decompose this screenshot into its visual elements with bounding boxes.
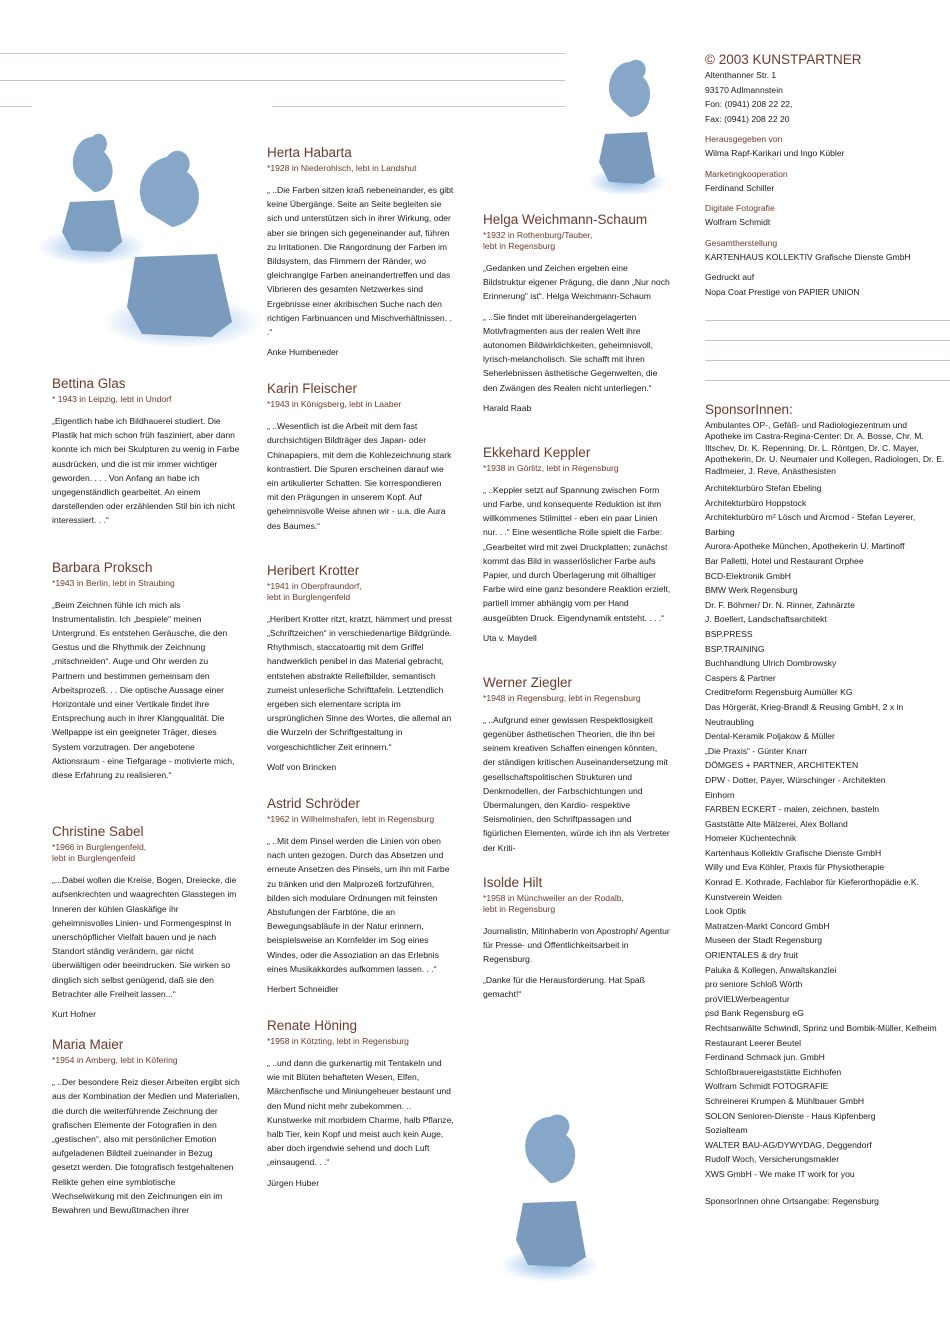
sponsor-item: Willy und Eva Köhler, Praxis für Physiotherapie <box>705 862 885 873</box>
sponsor-item: Architekturbüro m² Lösch und Arcmod - Stefan Leyerer, Barbing <box>705 512 916 537</box>
artist-entry <box>483 675 671 855</box>
sponsor-item: Look Optik <box>705 906 747 917</box>
imprint-label: Herausgegeben von <box>705 134 783 144</box>
sculpture-photo-bird-top <box>585 52 670 194</box>
rule-line <box>705 320 950 321</box>
sponsor-item: Homeier Küchentechnik <box>705 833 797 844</box>
imprint-address-line: Altenthanner Str. 1 <box>705 70 777 80</box>
sponsor-item: Das Hörgerät, Krieg-Brandl & Reusing GmbH, 2 x in Neutraubling <box>705 701 904 727</box>
sponsor-item: proVIELWerbeagentur <box>705 993 790 1004</box>
artist-bio: *1948 in Regensburg, lebt in Regensburg <box>483 692 641 703</box>
sponsor-item: Schreinerei Krumpen & Mühlbauer GmbH <box>705 1095 865 1106</box>
sponsor-item: SOLON Senioren-Dienste - Haus Kipfenberg <box>705 1110 876 1121</box>
sponsor-item: DPW - Dotter, Payer, Würschinger - Architekten <box>705 774 886 785</box>
sponsor-item: Buchhandlung Ulrich Dombrowsky <box>705 658 837 669</box>
sponsor-item: Dr. F. Böhmer/ Dr. N. Rinner, Zahnärzte <box>705 599 855 610</box>
sponsor-item: Paluka & Kollegen, Anwaltskanzlei <box>705 964 837 975</box>
artist-entry <box>267 796 455 996</box>
artist-quote: „ ..Mit dem Pinsel werden die Linien von oben nach unten gezogen. Durch das Absetzen und erneute Ansetzen des Pinsels, um ihn mit Farbe zu tränken und den Malprozeß fortzuführen, bilden sich modulare Ordnungen mit feinsten Abstufungen der Farbtöne, die an Bewegungsabläufe in der Natur erinnern, beispielsweise an Kornfelder im Sog eines Windes, oder die Assoziation an das Erlebnis eines Musikakkordes aufkommen lassen. . .“ <box>267 835 450 974</box>
sponsor-item: Restaurant Leerer Beutel <box>705 1037 802 1048</box>
artist-name: Bettina Glas <box>52 376 126 391</box>
artist-quote: „Eigentlich habe ich Bildhauerei studiert. Die Plastik hat mich schon früh fasziniert, aber dann konnte ich mich bei Skulpturen zu wenig in Farbe ausdrücken, und die ist mir immer wichtiger geworden. . . . Von Anfang an habe ich ungegenständlich gearbeitet. An einem darstellenden oder erzählenden Stil bin ich nicht interessiert. . .“ <box>52 416 240 526</box>
sponsor-item: Kartenhaus Kollektiv Grafische Dienste GmbH <box>705 847 882 858</box>
artist-quote: „Beim Zeichnen fühle ich mich als Instrumentalistin. Ich „bespiele“ meinen Untergrund. Es entstehen Geräusche, die den Gestus und die Rhythmik der Zeichnung „mitschneiden“. Auge und Ohr werden zu Partnern und bestimmen gemeinsam den Arbeitsprozeß. . . Die optische Aussage einer Horizontale und einer Vertikale findet ihre Entsprechung auch in ihrer Klangqualität. Die Wellpappe ist ein geeigneter Träger, dieses System vorzutragen. Der angebotene Aktionsraum - eine Tiefgarage - motivierte mich, diese Erfahrung zu realisieren.“ <box>52 599 235 781</box>
quote-author: Kurt Hofner <box>52 1009 96 1020</box>
sponsor-item: Museen der Stadt Regensburg <box>705 935 823 946</box>
sponsor-list <box>705 420 945 1182</box>
rule-line <box>705 380 950 381</box>
imprint-value: Wilma Rapf-Karikari und Ingo Kübler <box>705 148 845 158</box>
sponsors-footnote: SponsorInnen ohne Ortsangabe: Regensburg <box>705 1195 879 1206</box>
artist-bio: *1938 in Görlitz, lebt in Regensburg <box>483 462 619 473</box>
imprint-label: Digitale Fotografie <box>705 203 775 213</box>
artist-bio: *1928 in Niederohlsch, lebt in Landshut <box>267 163 417 173</box>
artist-bio: *1932 in Rothenburg/Tauber, lebt in Regensburg <box>483 230 593 251</box>
sponsor-item: BSP.PRESS <box>705 628 753 639</box>
artist-entry <box>267 1018 455 1190</box>
artist-bio: * 1943 in Leipzig, lebt in Undorf <box>52 394 172 404</box>
artist-name: Karin Fleischer <box>267 381 358 397</box>
sponsors <box>705 402 945 1208</box>
imprint-title: © 2003 KUNSTPARTNER <box>705 52 862 67</box>
quote-author: Wolf von Brincken <box>267 761 337 772</box>
imprint-address-line: 93170 Adlmannstein <box>705 84 783 95</box>
artist-name: Renate Höning <box>267 1017 358 1033</box>
sponsor-item: Rudolf Woch, Versicherungsmakler <box>705 1154 840 1165</box>
artist-name: Astrid Schröder <box>267 795 361 811</box>
sponsor-item: XWS GmbH - We make IT work for you <box>705 1168 855 1179</box>
sponsor-item: Matratzen-Markt Concord GmbH <box>705 920 830 931</box>
artist-quote: „Danke für die Herausforderung. Hat Spaß gemacht!“ <box>483 974 645 999</box>
sponsor-item: WALTER BAU-AG/DYWYDAG, Deggendorf <box>705 1139 872 1150</box>
artist-name: Werner Ziegler <box>483 674 573 690</box>
sponsor-item: Architekturbüro Stefan Ebeling <box>705 483 822 494</box>
artist-quote: Journalistin, Mitinhaberin von Apostroph/ Agentur für Presse- und Öffentlichkeitsarbeit in Regensburg. <box>483 925 670 965</box>
rule-line <box>0 80 565 81</box>
artist-bio: *1954 in Amberg, lebt in Köfering <box>52 1055 178 1066</box>
sculpture-photo-bird-bottom <box>498 1105 603 1283</box>
sponsor-item: „Die Praxis“ - Günter Knarr <box>705 745 808 756</box>
sponsor-item: Kunstverein Weiden <box>705 891 782 902</box>
artist-entry <box>52 824 240 1021</box>
artist-bio: *1941 in Oberpfraundorf, lebt in Burglengenfeld <box>267 580 362 602</box>
imprint-phone: Fon: (0941) 208 22 22, <box>705 99 793 109</box>
artist-name: Herta Habarta <box>267 145 352 160</box>
artist-column-3 <box>483 212 671 1019</box>
artist-bio: *1958 in Kötzting, lebt in Regensburg <box>267 1035 409 1046</box>
artist-quote: „ ..Sie findet mit übereinandergelagerten Motivfragmenten aus der realen Welt ihre autonomen Bildwirklichkeiten, geheimnisvoll, lyrisch-melancholisch. Sie schafft mit ihren Seherlebnissen ästhetische Gegenwelten, die den Zwängen des Realen nicht unterliegen.“ <box>483 311 658 393</box>
artist-name: Heribert Krotter <box>267 562 360 578</box>
sponsor-item: Ambulantes OP-, Gefäß- und Radiologiezentrum und Apotheke im Castra-Regina-Center: Dr. A. Bosse, Chr. M. Iltschev, Dr. K. Repenning, Dr. L. Röntgen, Dr. C. Mayer, Apothekerin, Dr. U. Neumaier und Kollegen, Radiologen, Dr. E. Radlmeier, J. Reve, Anästhesisten <box>705 420 945 476</box>
artist-entry <box>267 563 455 774</box>
imprint-label: Gesamtherstellung <box>705 237 778 248</box>
artist-entry <box>483 212 671 415</box>
artist-bio: *1943 in Königsberg, lebt in Laaber <box>267 399 402 410</box>
quote-author: Herbert Schneidler <box>267 983 339 994</box>
artist-column-1 <box>52 376 240 1235</box>
artist-name: Ekkehard Keppler <box>483 444 591 460</box>
artist-quote: „ ..Der besondere Reiz dieser Arbeiten ergibt sich aus der Kombination der Medien und Materialien, die durch die weiterführende Zeichnung der grafischen Elemente der Fotografien in den „gestischen“, also mit persönlicher Emotion aufgeladenen Bildteil zueinander in Bezug gesetzt werden. Die fotografisch festgehaltenen Relikte gehen eine symbiotische Wechselwirkung mit den Zeichnungen ein im Bewahren und Bewußtmachen ihrer <box>52 1077 240 1215</box>
artist-name: Barbara Proksch <box>52 559 153 575</box>
sponsor-item: Bar Palletti, Hotel und Restaurant Orphee <box>705 556 864 566</box>
artist-quote: „ ..Keppler setzt auf Spannung zwischen Form und Farbe, und konsequente Reduktion ist ihm willkommenes Stilmittel - eben ein paar Linien nur. . .“ Eine wesentliche Rolle spielt die Farbe: „Gearbeitet wird mit zwei Druckplatten; zunächst kommt das Bild in wasserlöslicher Farbe aufs Papier, und durch Überlagerung mit ölhaltiger Farbe wird eine ganz besondere Reaktion erzielt, partiell immer abhängig vom per Hand ausgeübten Druck. Eigendynamik entsteht. . . .“ <box>483 484 671 623</box>
artist-bio: *1962 in Wilhelmshafen, lebt in Regensburg <box>267 813 435 824</box>
artist-bio: *1966 in Burglengenfeld, lebt in Burglengenfeld <box>52 842 147 864</box>
sponsor-item: Sozialteam <box>705 1125 748 1136</box>
rule-line <box>705 340 950 341</box>
quote-author: Jürgen Huber <box>267 1177 320 1188</box>
sponsor-item: Dental-Keramik Poljakow & Müller <box>705 731 835 742</box>
sponsor-item: Aurora-Apotheke München, Apothekerin U. Martinoff <box>705 541 905 552</box>
sponsor-item: pro seniore Schloß Wörth <box>705 979 803 990</box>
sponsor-item: Schloßbrauereigaststätte Eichhofen <box>705 1066 842 1077</box>
sponsor-item: BCD-Elektronik GmbH <box>705 570 791 581</box>
artist-name: Isolde Hilt <box>483 874 543 890</box>
sponsor-item: Gaststätte Alte Mälzerei, Alex Bolland <box>705 818 848 829</box>
artist-quote: „Gedanken und Zeichen ergeben eine Bildstruktur eigener Prägung, die dann „Nur noch Erinnerung“ ist“. Helga Weichmann-Schaum <box>483 263 670 302</box>
artist-name: Maria Maier <box>52 1037 124 1053</box>
sponsor-item: Caspers & Partner <box>705 672 776 683</box>
sponsor-item: Ferdinand Schmack jun. GmbH <box>705 1052 825 1063</box>
imprint-value: Wolfram Schmidt <box>705 217 771 227</box>
imprint <box>705 52 945 299</box>
imprint-value: Gedruckt auf <box>705 272 755 282</box>
artist-entry <box>52 376 240 528</box>
sponsor-item: Rechtsanwälte Schwindl, Sprinz und Bombik-Müller, Kelheim <box>705 1023 937 1033</box>
artist-entry <box>483 875 671 1001</box>
artist-name: Helga Weichmann-Schaum <box>483 212 648 227</box>
rule-line <box>0 53 565 54</box>
imprint-fax: Fax: (0941) 208 22 20 <box>705 113 790 124</box>
sponsors-title: SponsorInnen: <box>705 402 793 417</box>
sponsor-item: DÖMGES + PARTNER, ARCHITEKTEN <box>705 760 859 771</box>
sponsor-item: Creditreform Regensburg Aumüller KG <box>705 687 853 698</box>
sponsor-item: ORIENTALES & dry fruit <box>705 950 798 961</box>
artist-quote: „ ..und dann die gurkenartig mit Tentakeln und wie mit Blüten behafteten Wesen, Elfen, Märchenfische und Miniungeheuer bestaunt und den Mund nicht mehr zubekommen. .. Kunstwerke mit morbidem Charme, halb Pflanze, halb Tier, kein Kopf und meist auch kein Auge, aber doch irgendwie sehend und doch Luft „einsaugend. . .“ <box>267 1057 454 1168</box>
sponsor-item: FARBEN ECKERT - malen, zeichnen, basteln <box>705 804 880 815</box>
quote-author: Anke Humbeneder <box>267 347 339 358</box>
artist-entry <box>52 560 240 783</box>
artist-quote: „...Dabei wollen die Kreise, Bogen, Dreiecke, die aufsenkrechten und waagrechten Glasstegen im Inneren der kühlen Glaskäfige ihr geheimnisvolles Linien- und Formengespinst in unerschöpflicher Vielfalt bauen und je nach Standort ständig verändern, gar nicht überwältigen oder beeindrucken. Sie wirken so dinglich sich selbst genügend, daß sie den Betrachter alle Freiheit lassen...“ <box>52 875 237 999</box>
artist-quote: „ ..Wesentlich ist die Arbeit mit dem fast durchsichtigen Bildträger des Japan- oder Chinapapiers, mit dem die Kohlezeichnung stark kontrastiert. Die Spuren erscheinen darauf wie ein artikulierter Schatten. Sie korrespondieren mit den Prägungen in unserem Kopf. Auf geheimnisvolle Weise ahnen wir - u.a. die Aura des Baumes.“ <box>267 421 452 531</box>
rule-line <box>705 360 950 361</box>
artist-entry <box>267 145 455 359</box>
sponsor-item: J. Boellert, Landschaftsarchitekt <box>705 614 827 625</box>
imprint-label: Marketingkooperation <box>705 168 788 179</box>
artist-entry <box>483 445 671 645</box>
quote-author: Uta v. Maydell <box>483 632 537 643</box>
artist-quote: „Heribert Krotter ritzt, kratzt, hämmert und presst „Schriftzeichen“ in verschiedenartige Bildgründe. Rhythmisch, staccatoartig mit dem Griffel handwerklich penibel in das Material gebracht, entstehen abstrakte Reliefbilder, semantisch zumeist unleserliche Schrifttafeln. Letztendlich ergeben sich elementare scripta im ursprünglichen Sinne des Wortes, die allemal an die Wurzeln der Schriftgestaltung in vorgeschichtlicher Zeit erinnern.“ <box>267 613 452 752</box>
artist-name: Christine Sabel <box>52 824 144 840</box>
artist-entry <box>52 1037 240 1217</box>
sculpture-photo-two-birds <box>32 82 272 370</box>
sponsor-item: Wolfram Schmidt FOTOGRAFIE <box>705 1081 829 1092</box>
sponsor-item: Einhorn <box>705 789 735 800</box>
artist-bio: *1943 in Berlin, lebt in Straubing <box>52 577 175 588</box>
artist-quote: „ ..Aufgrund einer gewissen Respektlosigkeit gegenüber ästhetischen Theorien, die ihn bei seinem kreativen Schaffen einengen könnten, der ständigen kritischen Auseinandersetzung mit gesellschaftspolitischen Strukturen und Denkmodellen, der Farbschichtungen und Übermalungen, den Kardio- respektive Seismolinien, den Schriftpassagen und figürlichen Elementen, würde ich ihn als Vertreter der Kriti- <box>483 714 670 853</box>
artist-column-2 <box>267 145 455 1208</box>
artist-quote: „ ..Die Farben sitzen kraß nebeneinander, es gibt keine Übergänge. Seite an Seite begleiten sie sich und unterstützen sich in ihrer Wirkung, oder aber sie bringen sich gegeneinander auf, führen zu Irritationen. Die Rangordnung der Farben im Bildsystem, das Flimmern der Ränder, wo gleichrangige Farben aneinandertreffen und das Vibrieren des gesamten Netzwerkes sind Ergebnisse einer akribischen Suche nach den richtigen Farbnuancen und Mischverhältnissen. . .“ <box>267 185 454 338</box>
sponsor-item: BMW Werk Regensburg <box>705 585 798 596</box>
artist-bio: *1958 in Münchweiler an der Rodalb, lebt in Regensburg <box>483 892 624 914</box>
imprint-value: KARTENHAUS KOLLEKTIV Grafische Dienste GmbH <box>705 251 911 262</box>
sponsor-item: Konrad E. Kothrade, Fachlabor für Kieferorthopädie e.K. <box>705 877 920 888</box>
sponsor-item: Architekturbüro Hoppstock <box>705 497 807 508</box>
imprint-value: Nopa Coat Prestige von PAPIER UNION <box>705 286 860 297</box>
quote-author: Harald Raab <box>483 402 532 413</box>
sponsor-item: BSP.TRAINING <box>705 643 765 654</box>
imprint-value: Ferdinand Schiller <box>705 182 775 193</box>
artist-entry <box>267 381 455 533</box>
sponsor-item: psd Bank Regensburg eG <box>705 1008 804 1019</box>
